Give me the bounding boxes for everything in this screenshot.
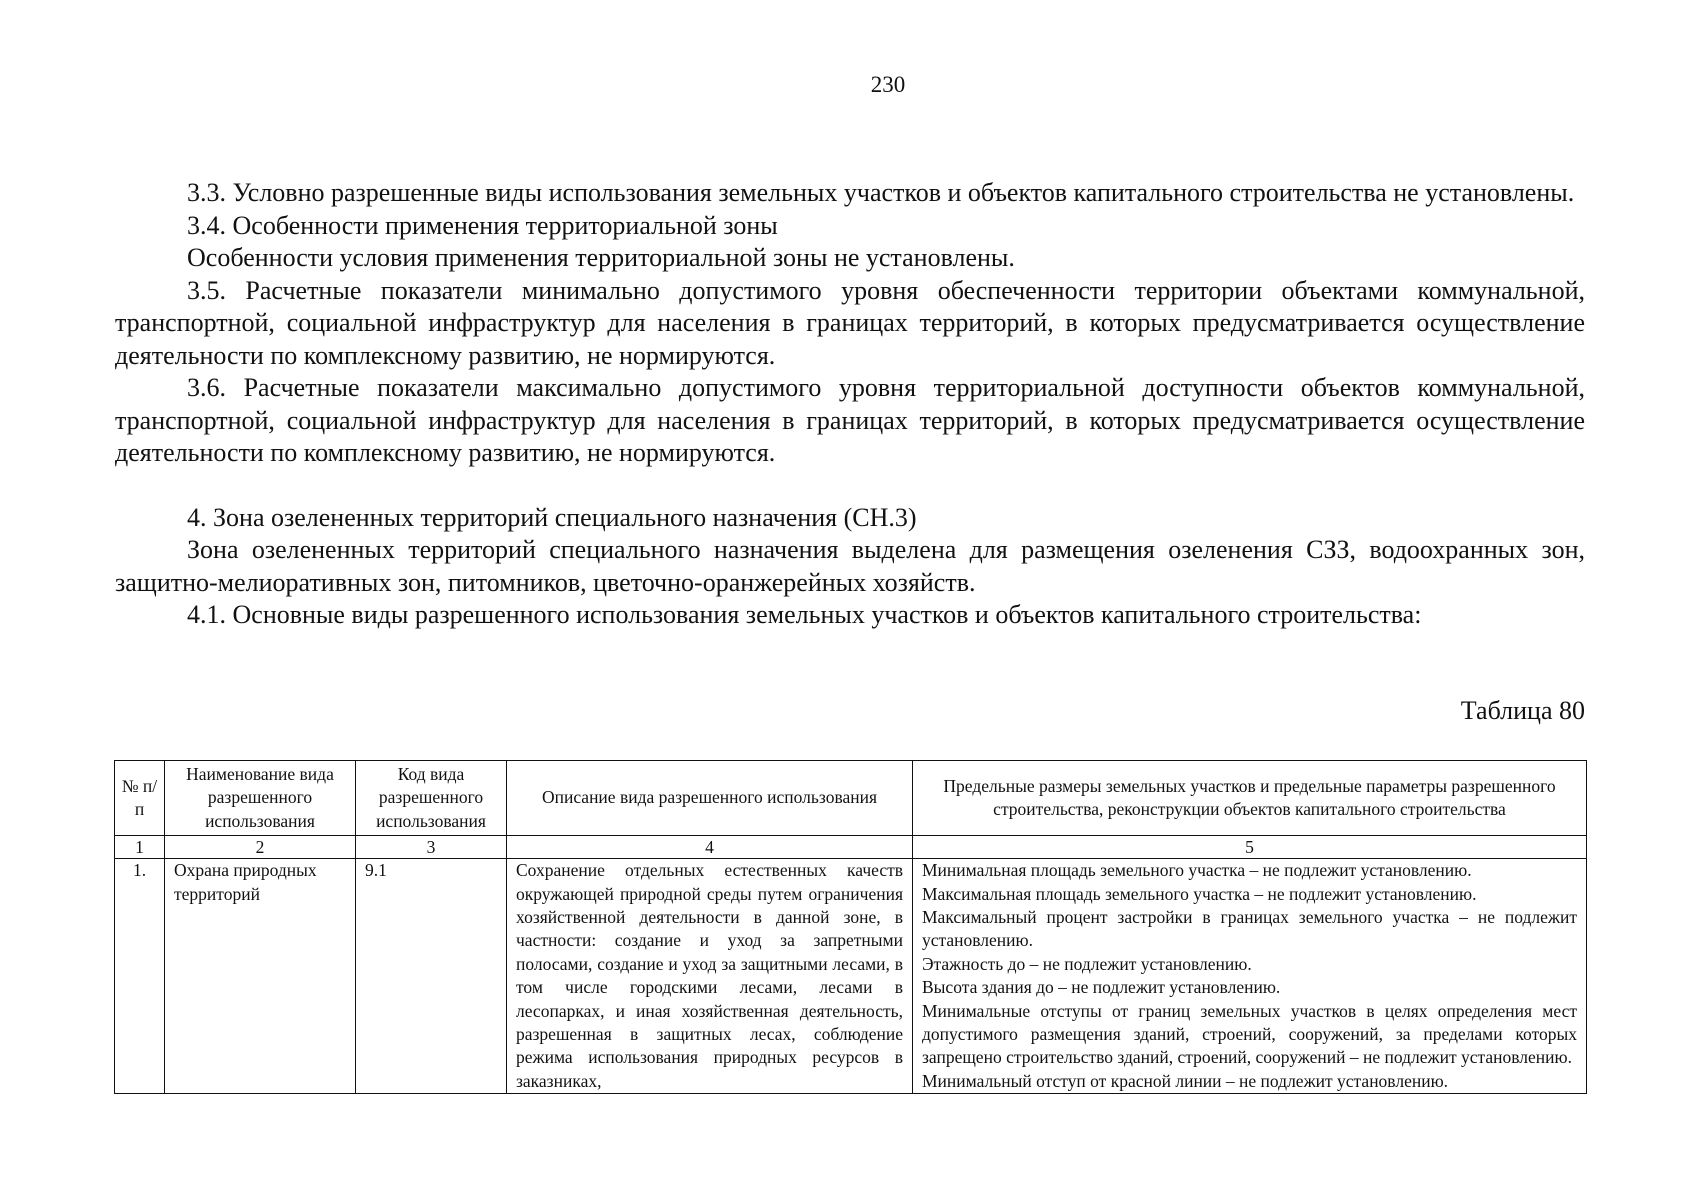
limit-min-area: Минимальная площадь земельного участка – не подлежит установлению.: [922, 860, 1472, 881]
table-row: [115, 859, 1587, 1094]
header-number: № п/п: [115, 761, 165, 836]
column-number: 5: [913, 836, 1587, 859]
paragraph-3-4-body: Особенности условия применения территориальной зоны не установлены.: [187, 243, 1015, 272]
limit-height: Высота здания до – не подлежит установлению.: [922, 977, 1281, 998]
header-use-name: Наименование вида разрешенного использования: [165, 761, 356, 836]
section-4-heading: 4. Зона озелененных территорий специального назначения (СН.3): [187, 502, 917, 532]
row-use-name: Охрана природных территорий: [165, 859, 356, 1094]
column-number-row: [115, 836, 1587, 859]
header-limits: Предельные размеры земельных участков и предельные параметры разрешенного строительства, реконструкции объектов капитального строительства: [913, 761, 1587, 836]
row-limits: [913, 859, 1587, 1094]
row-number: 1.: [115, 859, 165, 1094]
paragraph-3-4-heading: 3.4. Особенности применения территориальной зоны: [187, 210, 778, 240]
header-use-code: Код вида разрешенного использования: [356, 761, 507, 836]
permitted-use-table: [114, 760, 1587, 1094]
column-number: 4: [507, 836, 913, 859]
body-text: [115, 177, 1585, 632]
limit-max-area: Максимальная площадь земельного участка – не подлежит установлению.: [922, 883, 1477, 904]
header-use-description: Описание вида разрешенного использования: [507, 761, 913, 836]
limit-red-line-setback: Минимальный отступ от красной линии – не подлежит установлению.: [922, 1070, 1449, 1091]
page-number: 230: [870, 72, 906, 97]
table-header-row: [115, 761, 1587, 836]
row-use-description: Сохранение отдельных естественных качеств окружающей природной среды путем ограничения хозяйственной деятельности в данной зоне, в частности: создание и уход за запретными полосами, создание и уход за защитными лесами, в том числе городскими лесами, лесами в лесопарках, и иная хозяйственная деятельность, разрешенная в защитных лесах, соблюдение режима использования природных ресурсов в заказниках,: [507, 859, 913, 1094]
column-number: 3: [356, 836, 507, 859]
column-number: 2: [165, 836, 356, 859]
limit-setbacks: Минимальные отступы от границ земельных участков в целях определения мест допустимого размещения зданий, строений, сооружений, за пределами которых запрещено строительство зданий, строений, сооружений – не подлежит установлению.: [922, 1000, 1577, 1068]
section-4-description: Зона озелененных территорий специального назначения выделена для размещения озеленения СЗЗ, водоохранных зон, защитно-мелиоративных зон, питомников, цветочно-оранжерейных хозяйств.: [115, 535, 1585, 597]
row-use-code: 9.1: [356, 859, 507, 1094]
column-number: 1: [115, 836, 165, 859]
paragraph-3-6: 3.6. Расчетные показатели максимально допустимого уровня территориальной доступности объектов коммунальной, транспортной, социальной инфраструктур для населения в границах территорий, в которых предусматривается осуществление деятельности по комплексному развитию, не нормируются.: [115, 373, 1585, 467]
paragraph-4-1: 4.1. Основные виды разрешенного использования земельных участков и объектов капитального строительства:: [187, 600, 1422, 629]
limit-floors: Этажность до – не подлежит установлению.: [922, 953, 1252, 974]
paragraph-3-5: 3.5. Расчетные показатели минимально допустимого уровня обеспеченности территории объектами коммунальной, транспортной, социальной инфраструктур для населения в границах территорий, в которых предусматривается осуществление деятельности по комплексному развитию, не нормируются.: [115, 275, 1585, 370]
table-caption: Таблица 80: [1460, 696, 1585, 725]
paragraph-3-3: 3.3. Условно разрешенные виды использования земельных участков и объектов капитального строительства не установлены.: [187, 178, 1575, 207]
limit-max-coverage: Максимальный процент застройки в границах земельного участка – не подлежит установлению.: [922, 907, 1577, 951]
